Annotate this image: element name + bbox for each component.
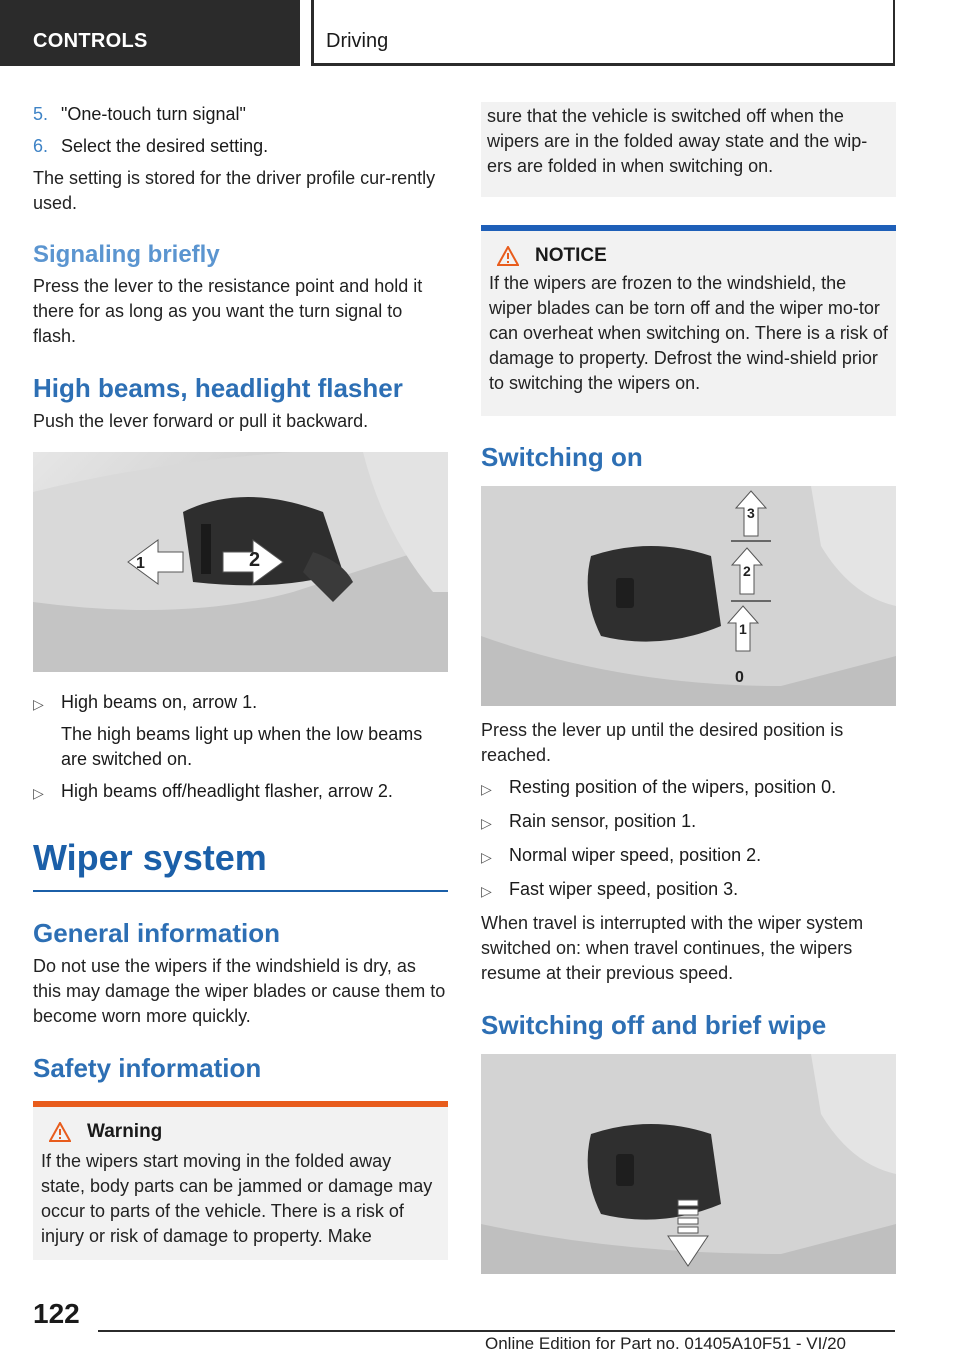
position-text: Normal wiper speed, position 2. <box>509 845 762 865</box>
signaling-heading: Signaling briefly <box>33 241 220 268</box>
position3-label: 3 <box>747 505 755 521</box>
general-info-text: Do not use the wipers if the windshield is dry, as this may damage the wiper blades or cause them to become worn more quickly. <box>33 956 446 1026</box>
left-column <box>33 102 448 1260</box>
position-item <box>481 877 896 904</box>
switching-on-text: Press the lever up until the desired position is reached. <box>481 720 844 765</box>
highbeam-heading: High beams, headlight flasher <box>33 373 403 403</box>
step-item <box>33 102 448 127</box>
triangle-bullet-icon: ▷ <box>481 815 492 831</box>
step-text: Select the desired setting. <box>61 136 269 156</box>
switching-on-heading: Switching on <box>481 442 643 472</box>
notice-box <box>481 225 896 416</box>
notice-label: NOTICE <box>535 245 607 266</box>
footer-divider <box>98 1330 895 1332</box>
bullet-subtext: The high beams light up when the low beams are switched on. <box>61 724 423 769</box>
triangle-bullet-icon: ▷ <box>481 883 492 899</box>
wiper-off-figure <box>481 1054 896 1274</box>
chapter-label: Driving <box>311 0 895 66</box>
wiper-on-figure <box>481 486 896 706</box>
page-header <box>0 0 960 66</box>
position-text: Resting position of the wipers, position 0. <box>509 777 837 797</box>
page-number: 122 <box>33 1298 80 1329</box>
bullet-text: High beams on, arrow 1. <box>61 692 258 712</box>
notice-triangle-icon <box>497 246 519 266</box>
position-text: Rain sensor, position 1. <box>509 811 697 831</box>
warning-label: Warning <box>87 1121 163 1142</box>
position0-label: 0 <box>735 669 744 686</box>
safety-info-heading: Safety information <box>33 1053 262 1083</box>
wiper-lever-down-illustration <box>481 1054 896 1274</box>
general-info-heading: General information <box>33 918 281 948</box>
highbeam-lever-illustration <box>33 452 448 672</box>
switching-off-heading: Switching off and brief wipe <box>481 1010 827 1040</box>
warning-text: If the wipers start moving in the folded away state, body parts can be jammed or damage may occur to parts of the vehicle. There is a risk of injury or risk of damage to property. Make <box>41 1151 433 1246</box>
position1-label: 1 <box>739 621 747 637</box>
notice-header <box>489 245 888 267</box>
position-item <box>481 843 896 870</box>
triangle-bullet-icon: ▷ <box>481 849 492 865</box>
position-text: Fast wiper speed, position 3. <box>509 879 739 899</box>
bullet-item <box>33 779 448 806</box>
interrupt-text: When travel is interrupted with the wiper system switched on: when travel continues, the wipers resume at their previous speed. <box>481 913 864 983</box>
warning-header <box>41 1121 440 1143</box>
stored-note: The setting is stored for the driver profile cur-rently used. <box>33 168 436 213</box>
bullet-text: High beams off/headlight flasher, arrow 2. <box>61 781 393 801</box>
triangle-bullet-icon: ▷ <box>481 781 492 797</box>
step-text: "One-touch turn signal" <box>61 104 246 124</box>
step-number: 6. <box>33 136 49 156</box>
position2-label: 2 <box>743 563 751 579</box>
arrow2-label: 2 <box>249 549 261 571</box>
wiper-system-heading: Wiper system <box>33 838 448 892</box>
triangle-bullet-icon: ▷ <box>33 785 44 801</box>
section-label: CONTROLS <box>0 0 300 66</box>
highbeam-lever-figure <box>33 452 448 672</box>
step-number: 5. <box>33 104 49 124</box>
arrow1-label: 1 <box>136 555 145 572</box>
warning-triangle-icon <box>49 1122 71 1142</box>
triangle-bullet-icon: ▷ <box>33 696 44 712</box>
right-column <box>481 102 896 1274</box>
bullet-item <box>33 690 448 772</box>
highbeam-text: Push the lever forward or pull it backward. <box>33 411 369 431</box>
warning-continuation-text: sure that the vehicle is switched off when the wipers are in the folded away state and the wip-ers are folded in when switching on. <box>487 106 868 176</box>
warning-box <box>33 1101 448 1260</box>
position-item <box>481 775 896 802</box>
position-item <box>481 809 896 836</box>
notice-text: If the wipers are frozen to the windshield, the wiper blades can be torn off and the wiper mo-tor can overheat when switching on. There is a risk of damage to property. Defrost the wind-shield prior to switching the wipers on. <box>489 273 888 393</box>
footer-edition: Online Edition for Part no. 01405A10F51 - VI/20 <box>485 1334 847 1353</box>
wiper-lever-up-illustration <box>481 486 896 706</box>
warning-continuation-box <box>481 102 896 197</box>
signaling-text: Press the lever to the resistance point and hold it there for as long as you want the turn signal to flash. <box>33 276 423 346</box>
step-item <box>33 134 448 159</box>
